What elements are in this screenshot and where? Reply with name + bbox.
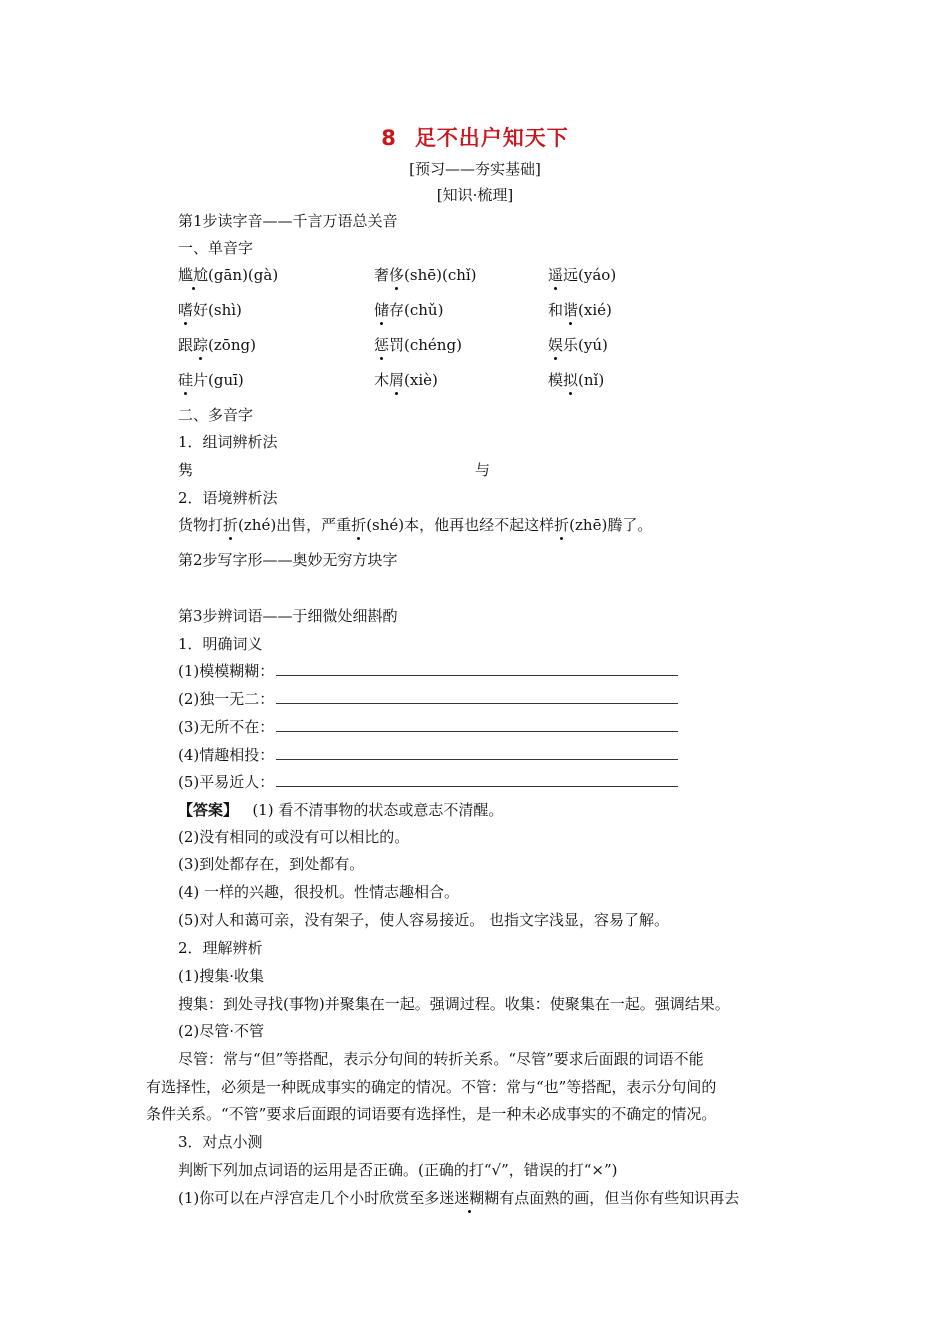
dotted-char: 娱 <box>548 336 564 354</box>
dotted-char: 侈 <box>389 266 405 284</box>
entry-text: 跟 <box>178 336 194 354</box>
answer-5: (5)对人和蔼可亲，没有架子，使人容易接近。 也指文字浅显，容易了解。 <box>178 911 670 929</box>
pinyin-entry <box>548 264 616 285</box>
dotted-char: 遥 <box>548 266 564 284</box>
term-row <box>178 744 678 765</box>
pinyin-entry <box>548 334 608 355</box>
answer-1: (1) 看不清事物的状态或意志不清醒。 <box>252 801 504 819</box>
pair2-line-2: 有选择性，必须是一种既成事实的确定的情况。不管：常与“也”等搭配，表示分句间的 <box>146 1078 717 1096</box>
multi-char-heading: 二、多音字 <box>178 406 254 424</box>
pair1-title: (1)搜集·收集 <box>178 967 265 985</box>
text-segment: (1)你可以在卢浮宫走几个小时欣赏至多 <box>178 1189 440 1207</box>
text-segment: (zhē)腾了。 <box>569 516 653 534</box>
term-label: (2)独一无二： <box>178 690 275 708</box>
entry-pinyin: 远(yáo) <box>563 266 617 284</box>
dotted-char: 谐 <box>563 301 579 319</box>
quiz-question-1 <box>178 1187 739 1208</box>
pinyin-entry <box>374 299 443 320</box>
entry-pinyin: 罚(chéng) <box>389 336 462 354</box>
dotted-word: 折 <box>554 516 570 534</box>
pinyin-entry <box>374 334 462 355</box>
term-label: (5)平易近人： <box>178 773 275 791</box>
pinyin-entry <box>548 369 604 390</box>
answer-blank[interactable] <box>276 689 678 704</box>
step1-heading: 第1步读字音——千言万语总关音 <box>178 212 398 230</box>
pinyin-entry <box>178 334 256 355</box>
answer-2: (2)没有相同的或没有可以相比的。 <box>178 828 410 846</box>
term-row <box>178 716 678 737</box>
dotted-char: 硅 <box>178 371 194 389</box>
dotted-char: 拟 <box>563 371 579 389</box>
entry-pinyin: 存(chǔ) <box>389 301 444 319</box>
method1-left-char: 隽 <box>178 461 194 479</box>
answer-blank[interactable] <box>276 661 678 676</box>
dotted-word: 折 <box>351 516 367 534</box>
dotted-word: 折 <box>223 516 239 534</box>
entry-text: 和 <box>548 301 564 319</box>
context-sentence <box>178 514 652 535</box>
entry-pinyin: (nǐ) <box>578 371 605 389</box>
lesson-number: 8 <box>381 126 397 150</box>
term-row <box>178 771 678 792</box>
answer-3: (3)到处都存在，到处都有。 <box>178 855 365 873</box>
answer-line-1 <box>178 799 503 820</box>
entry-text: 模 <box>548 371 564 389</box>
entry-pinyin: (xiè) <box>404 371 438 389</box>
pinyin-entry <box>178 299 242 320</box>
entry-pinyin: 乐(yú) <box>563 336 608 354</box>
entry-text: 奢 <box>374 266 390 284</box>
pinyin-entry <box>374 369 438 390</box>
method2-heading: 2．语境辨析法 <box>178 489 278 507</box>
text-segment: (shé)本，他再也经不起这样 <box>366 516 555 534</box>
answer-blank[interactable] <box>276 745 678 760</box>
entry-pinyin: (zōng) <box>208 336 256 354</box>
entry-pinyin: (gān)(gà) <box>208 266 279 284</box>
compare-heading: 2．理解辨析 <box>178 939 263 957</box>
pinyin-entry <box>178 264 278 285</box>
dotted-char: 惩 <box>374 336 390 354</box>
entry-pinyin: (xié) <box>578 301 612 319</box>
term-label: (3)无所不在： <box>178 718 275 736</box>
pair2-line-3: 条件关系。“不管”要求后面跟的词语要有选择性，是一种未必成事实的不确定的情况。 <box>146 1105 717 1123</box>
method1-heading: 1．组词辨析法 <box>178 433 278 451</box>
dotted-char: 尴尬 <box>178 266 209 284</box>
term-row <box>178 688 678 709</box>
answer-4: (4) 一样的兴趣，很投机。性情志趣相合。 <box>178 883 460 901</box>
pair2-line-1: 尽管：常与“但”等搭配，表示分句间的转折关系。“尽管”要求后面跟的词语不能 <box>178 1050 704 1068</box>
entry-pinyin: (shē)(chǐ) <box>404 266 477 284</box>
subtitle-preview: [预习——夯实基础] <box>409 160 541 178</box>
text-segment: 货物打 <box>178 516 224 534</box>
text-segment: (zhé)出售，严重 <box>238 516 352 534</box>
entry-pinyin: 好(shì) <box>193 301 242 319</box>
answer-blank[interactable] <box>276 717 678 732</box>
quiz-heading: 3．对点小测 <box>178 1133 263 1151</box>
pinyin-entry <box>548 299 612 320</box>
dotted-char: 踪 <box>193 336 209 354</box>
term-label: (1)模模糊糊： <box>178 662 275 680</box>
entry-text: 木 <box>374 371 390 389</box>
dotted-char: 屑 <box>389 371 405 389</box>
dotted-char: 嗜 <box>178 301 194 319</box>
dotted-word: 迷迷糊糊 <box>439 1189 500 1207</box>
answer-label: 【答案】 <box>178 801 239 819</box>
pinyin-entry <box>178 369 244 390</box>
lesson-title: 足不出户知天下 <box>414 126 569 150</box>
quiz-instruction: 判断下列加点词语的运用是否正确。(正确的打“√”，错误的打“×”) <box>178 1161 618 1179</box>
define-heading: 1．明确词义 <box>178 635 263 653</box>
single-char-heading: 一、单音字 <box>178 239 254 257</box>
pair2-title: (2)尽管·不管 <box>178 1022 265 1040</box>
subtitle-knowledge: [知识·梳理] <box>436 186 514 204</box>
method1-right-char: 与 <box>475 461 491 479</box>
term-row <box>178 660 678 681</box>
entry-pinyin: 片(guī) <box>193 371 244 389</box>
step2-heading: 第2步写字形——奥妙无穷方块字 <box>178 551 398 569</box>
term-label: (4)情趣相投： <box>178 746 275 764</box>
pair1-text: 搜集：到处寻找(事物)并聚集在一起。强调过程。收集：使聚集在一起。强调结果。 <box>178 995 730 1013</box>
answer-blank[interactable] <box>276 772 678 787</box>
dotted-char: 储 <box>374 301 390 319</box>
page-title <box>0 122 950 152</box>
pinyin-entry <box>374 264 477 285</box>
text-segment: 有点面熟的画，但当你有些知识再去 <box>499 1189 740 1207</box>
step3-heading: 第3步辨词语——于细微处细斟酌 <box>178 607 398 625</box>
